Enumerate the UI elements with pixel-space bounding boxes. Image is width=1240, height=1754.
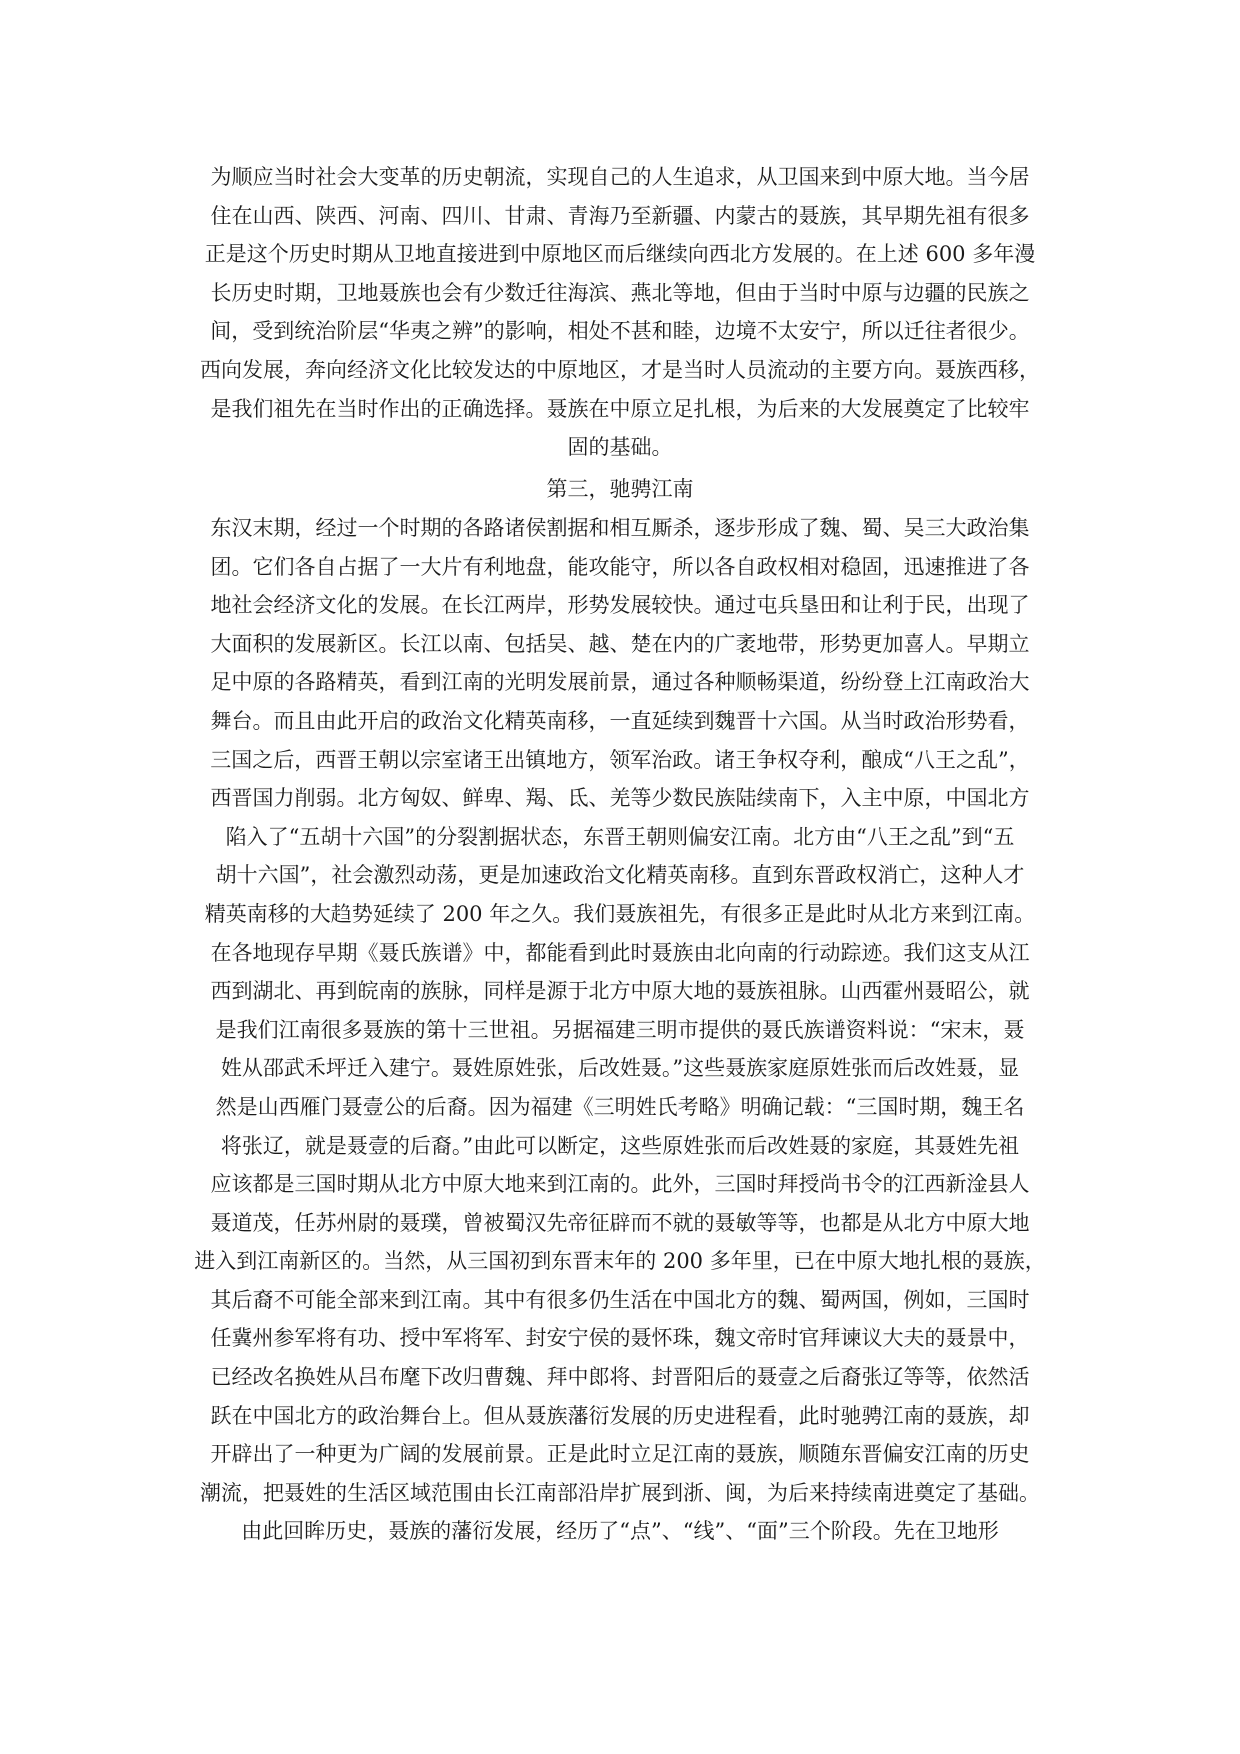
paragraph-line: 陷入了“五胡十六国”的分裂割据状态，东晋王朝则偏安江南。北方由“八王之乱”到“五 xyxy=(225,824,1015,849)
paragraph-line: 间，受到统治阶层“华夷之辨”的影响，相处不甚和睦，边境不太安宁，所以迁往者很少。 xyxy=(210,319,1030,344)
paragraph-line: 由此回眸历史，聂族的藩衍发展，经历了“点”、“线”、“面”三个阶段。先在卫地形 xyxy=(241,1519,999,1544)
paragraph-line: 舞台。而且由此开启的政治文化精英南移，一直延续到魏晋十六国。从当时政治形势看， xyxy=(210,708,1030,733)
paragraph-line: 西晋国力削弱。北方匈奴、鲜卑、羯、氐、羌等少数民族陆续南下，入主中原，中国北方 xyxy=(210,786,1030,811)
paragraph-line: 正是这个历史时期从卫地直接进到中原地区而后继续向西北方发展的。在上述 600 多年漫 xyxy=(204,242,1036,267)
paragraph-line: 住在山西、陕西、河南、四川、甘肃、青海乃至新疆、内蒙古的聂族，其早期先祖有很多 xyxy=(210,203,1030,228)
paragraph-line: 开辟出了一种更为广阔的发展前景。正是此时立足江南的聂族，顺随东晋偏安江南的历史 xyxy=(210,1442,1030,1467)
paragraph-line: 大面积的发展新区。长江以南、包括吴、越、楚在内的广袤地带，形势更加喜人。早期立 xyxy=(210,631,1030,656)
paragraph-line: 是我们江南很多聂族的第十三世祖。另据福建三明市提供的聂氏族谱资料说：“宋末，聂 xyxy=(215,1017,1025,1042)
paragraph-line: 东汉末期，经过一个时期的各路诸侯割据和相互厮杀，逐步形成了魏、蜀、吴三大政治集 xyxy=(210,516,1030,540)
paragraph-line: 长历史时期，卫地聂族也会有少数迁往海滨、燕北等地，但由于当时中原与边疆的民族之 xyxy=(210,280,1030,305)
paragraph-line: 西向发展，奔向经济文化比较发达的中原地区，才是当时人员流动的主要方向。聂族西移， xyxy=(200,357,1040,382)
paragraph-line: 胡十六国”，社会激烈动荡，更是加速政治文化精英南移。直到东晋政权消亡，这种人才 xyxy=(215,863,1025,888)
paragraph-line: 团。它们各自占据了一大片有利地盘，能攻能守，所以各自政权相对稳固，迅速推进了各 xyxy=(210,554,1030,579)
paragraph-line: 三国之后，西晋王朝以宗室诸王出镇地方，领军治政。诸王争权夺利，酿成“八王之乱”， xyxy=(210,747,1030,772)
paragraph-line: 已经改名换姓从吕布麾下改归曹魏、拜中郎将、封晋阳后的聂壹之后裔张辽等等，依然活 xyxy=(210,1365,1030,1390)
paragraph-2 xyxy=(150,509,1090,1551)
paragraph-line: 潮流，把聂姓的生活区域范围由长江南部沿岸扩展到浙、闽，为后来持续南进奠定了基础。 xyxy=(200,1480,1040,1505)
paragraph-line: 进入到江南新区的。当然，从三国初到东晋末年的 200 多年里，已在中原大地扎根的聂族， xyxy=(194,1249,1046,1274)
section-heading: 第三，驰骋江南 xyxy=(546,477,694,501)
paragraph-1 xyxy=(150,158,1090,467)
paragraph-line: 跃在中国北方的政治舞台上。但从聂族藩衍发展的历史进程看，此时驰骋江南的聂族，却 xyxy=(210,1403,1030,1428)
paragraph-line: 聂道茂，任苏州尉的聂璞，曾被蜀汉先帝征辟而不就的聂敏等等，也都是从北方中原大地 xyxy=(210,1210,1030,1235)
paragraph-line: 任冀州参军将有功、授中军将军、封安宁侯的聂怀珠，魏文帝时官拜谏议大夫的聂景中， xyxy=(210,1326,1030,1351)
paragraph-line: 地社会经济文化的发展。在长江两岸，形势发展较快。通过屯兵垦田和让利于民，出现了 xyxy=(210,593,1030,618)
paragraph-line: 姓从邵武禾坪迁入建宁。聂姓原姓张，后改姓聂。”这些聂族家庭原姓张而后改姓聂，显 xyxy=(220,1056,1020,1081)
paragraph-line: 在各地现存早期《聂氏族谱》中，都能看到此时聂族由北向南的行动踪迹。我们这支从江 xyxy=(210,940,1030,965)
paragraph-line: 为顺应当时社会大变革的历史朝流，实现自己的人生追求，从卫国来到中原大地。当今居 xyxy=(210,165,1030,189)
paragraph-line: 然是山西雁门聂壹公的后裔。因为福建《三明姓氏考略》明确记载：“三国时期，魏王名 xyxy=(215,1094,1025,1119)
paragraph-line: 固的基础。 xyxy=(567,435,673,460)
paragraph-line: 其后裔不可能全部来到江南。其中有很多仍生活在中国北方的魏、蜀两国，例如，三国时 xyxy=(210,1287,1030,1312)
paragraph-line: 足中原的各路精英，看到江南的光明发展前景，通过各种顺畅渠道，纷纷登上江南政治大 xyxy=(210,670,1030,695)
paragraph-line: 应该都是三国时期从北方中原大地来到江南的。此外，三国时拜授尚书令的江西新淦县人 xyxy=(210,1172,1030,1197)
paragraph-line: 是我们祖先在当时作出的正确选择。聂族在中原立足扎根，为后来的大发展奠定了比较牢 xyxy=(210,396,1030,421)
paragraph-line: 精英南移的大趋势延续了 200 年之久。我们聂族祖先，有很多正是此时从北方来到江南。 xyxy=(204,901,1036,926)
paragraph-line: 西到湖北、再到皖南的族脉，同样是源于北方中原大地的聂族祖脉。山西霍州聂昭公，就 xyxy=(210,979,1030,1004)
paragraph-line: 将张辽，就是聂壹的后裔。”由此可以断定，这些原姓张而后改姓聂的家庭，其聂姓先祖 xyxy=(220,1133,1020,1158)
